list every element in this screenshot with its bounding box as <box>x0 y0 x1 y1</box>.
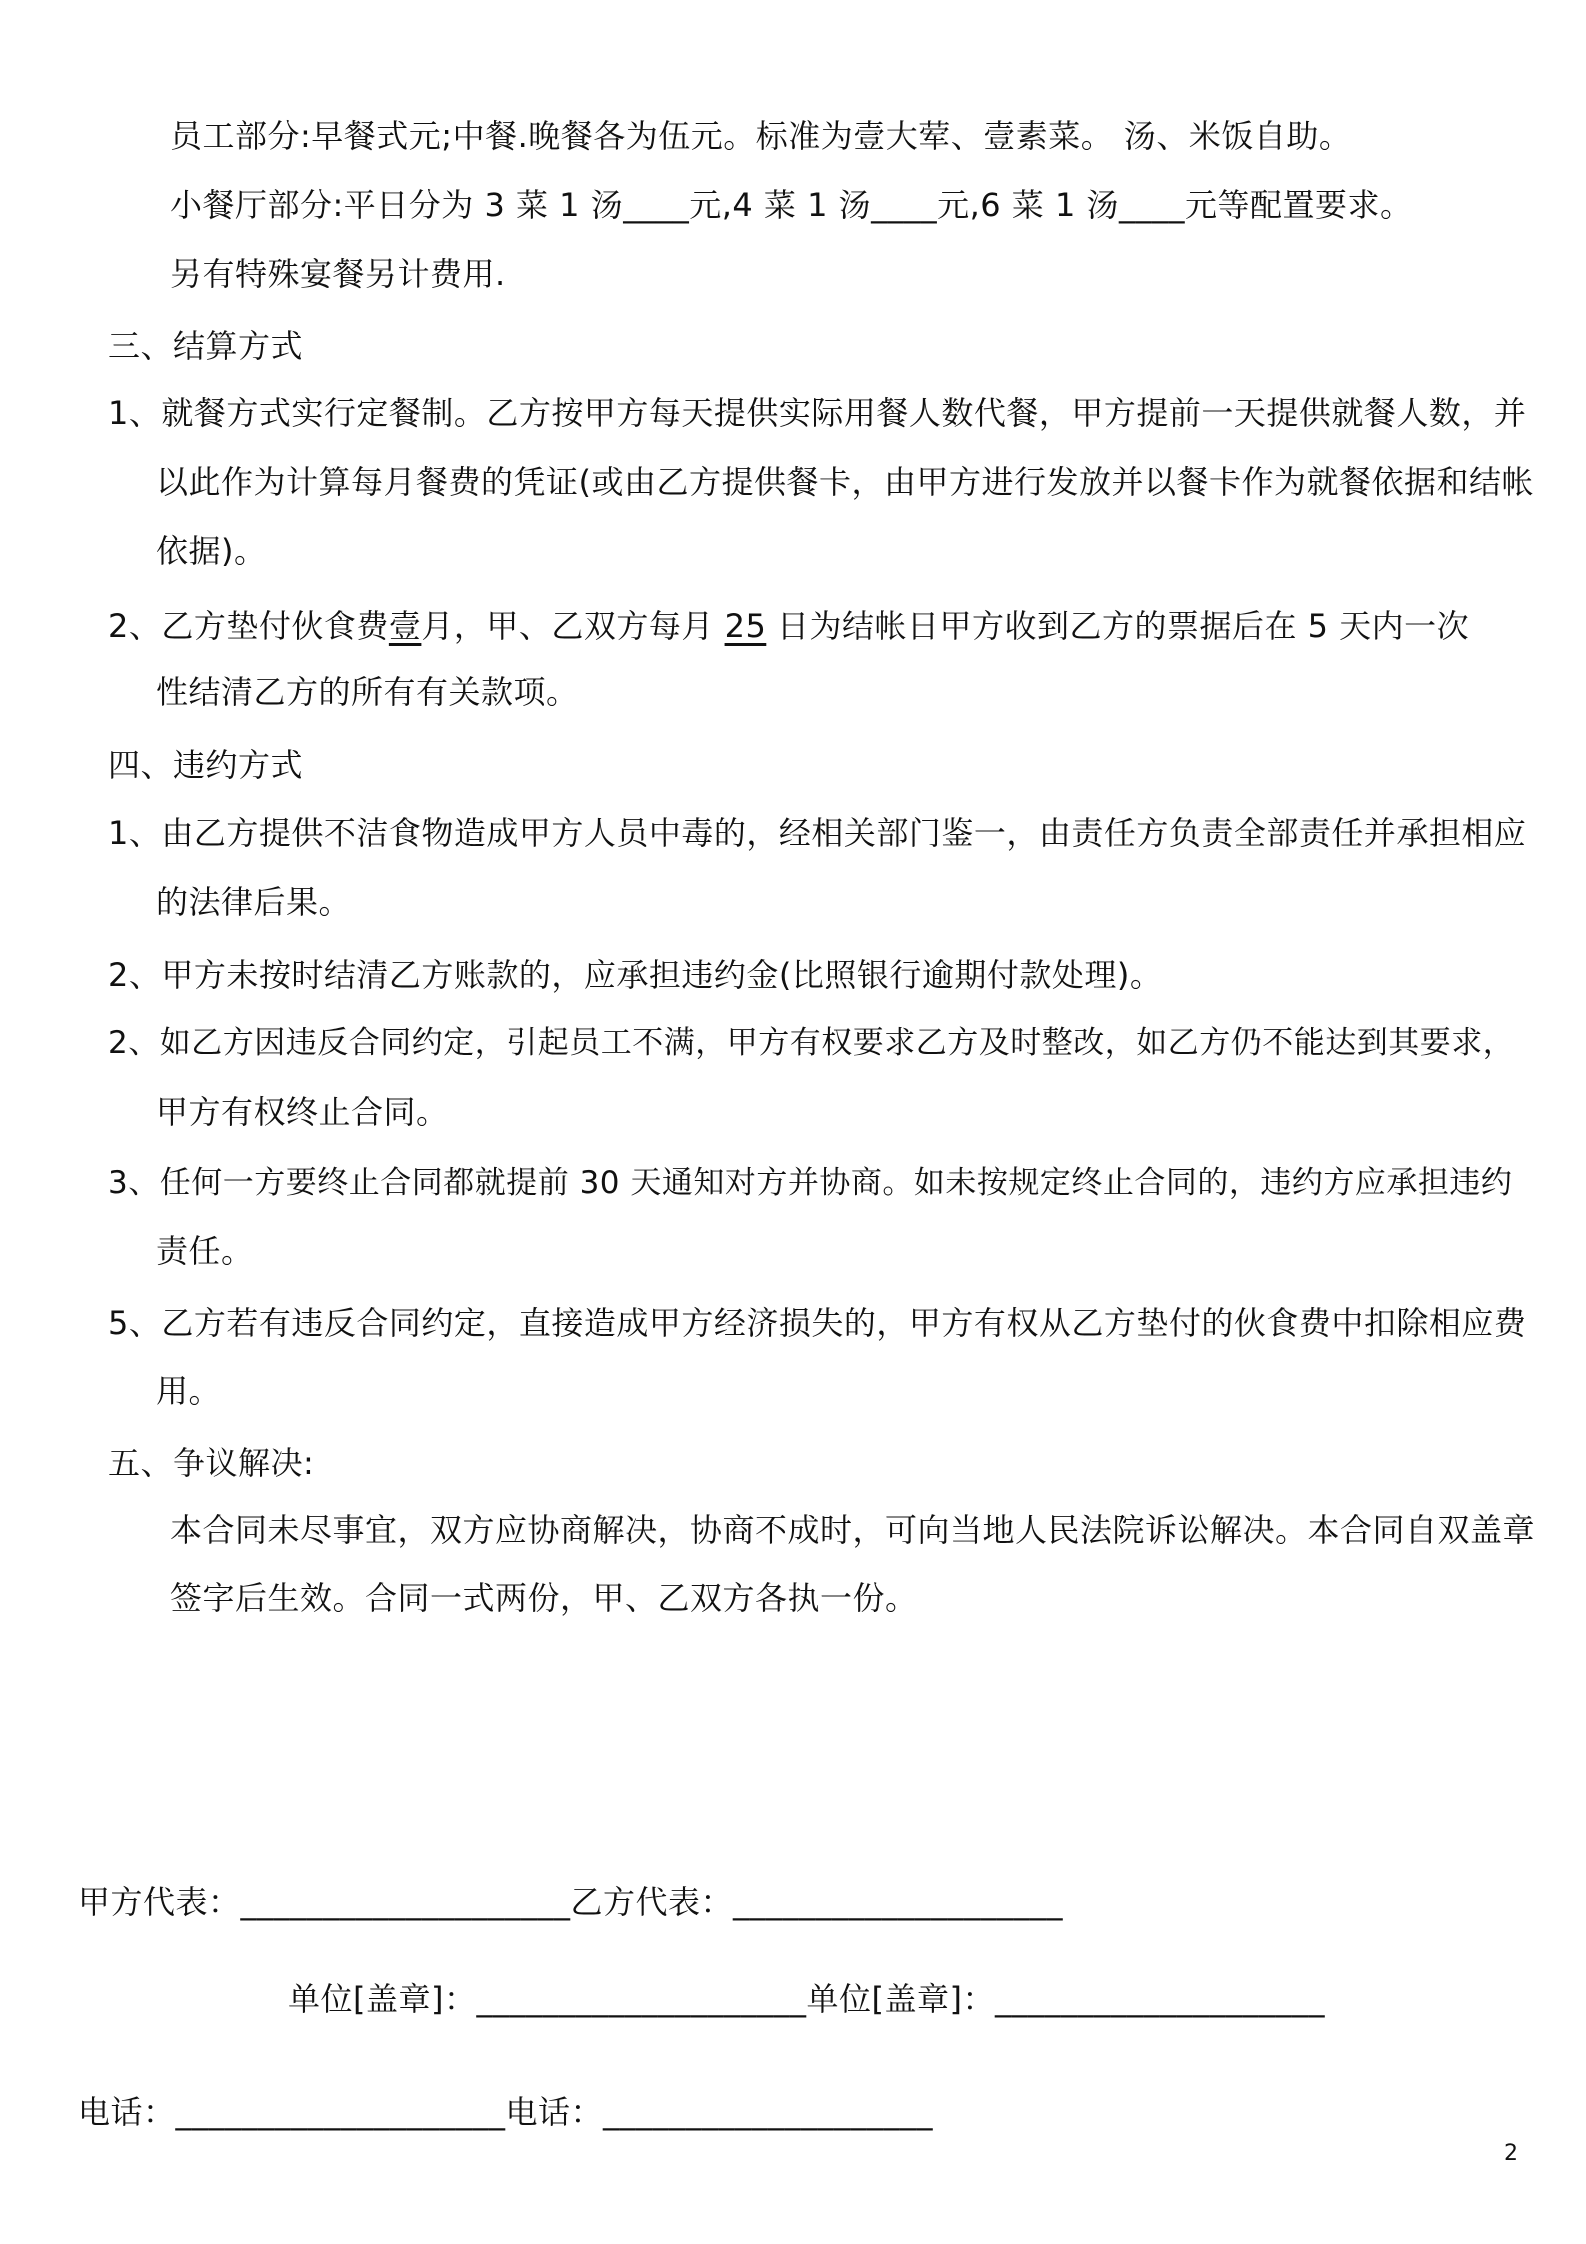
section5-line2: 签字后生效。合同一式两份，甲、乙双方各执一份。 <box>170 1579 918 1617</box>
item2-suffix: 日为结帐日甲方收到乙方的票据后在 5 天内一次 <box>766 607 1470 645</box>
representatives-line: 甲方代表：____________________乙方代表：____________________ <box>78 1883 1064 1921</box>
section4-item3-line2: 甲方有权终止合同。 <box>156 1093 449 1131</box>
item2-mid: 月，甲、乙双方每月 <box>421 607 725 645</box>
small-hall-line: 小餐厅部分:平日分为 3 菜 1 汤____元,4 菜 1 汤____元,6 菜 1 汤____元等配置要求。 <box>170 186 1413 224</box>
item2-prefix: 2、乙方垫付伙食费 <box>108 607 389 645</box>
section3-heading: 三、结算方式 <box>108 327 304 365</box>
section4-item5-line2: 用。 <box>156 1372 222 1410</box>
advance-months: 壹 <box>388 607 422 645</box>
section4-item1-line2: 的法律后果。 <box>156 883 352 921</box>
units-seal-line: 单位[盖章]：____________________单位[盖章]：____________________ <box>288 1980 1325 2018</box>
section4-item1-line1: 1、由乙方提供不洁食物造成甲方人员中毒的，经相关部门鉴一，由责任方负责全部责任并承担相应 <box>108 814 1527 852</box>
section3-item2-line1 <box>108 606 1469 646</box>
section5-line1: 本合同未尽事宜，双方应协商解决，协商不成时，可向当地人民法院诉讼解决。本合同自双盖章 <box>170 1511 1536 1549</box>
special-banquet-line: 另有特殊宴餐另计费用. <box>170 255 506 293</box>
section4-item3-line1: 2、如乙方因违反合同约定，引起员工不满，甲方有权要求乙方及时整改，如乙方仍不能达到其要求， <box>108 1025 1515 1061</box>
page-number: 2 <box>1504 2141 1518 2166</box>
section3-item1-line1: 1、就餐方式实行定餐制。乙方按甲方每天提供实际用餐人数代餐，甲方提前一天提供就餐人数，并 <box>108 394 1527 432</box>
section3-item2-line2: 性结清乙方的所有有关款项。 <box>156 673 579 711</box>
section3-item1-line2: 以此作为计算每月餐费的凭证(或由乙方提供餐卡，由甲方进行发放并以餐卡作为就餐依据和结帐 <box>156 463 1534 501</box>
section4-item4-line1: 3、任何一方要终止合同都就提前 30 天通知对方并协商。如未按规定终止合同的，违约方应承担违约 <box>108 1165 1513 1201</box>
settlement-day: 25 <box>724 607 767 645</box>
section3-item1-line3: 依据)。 <box>156 532 267 570</box>
staff-meal-line: 员工部分:早餐式元;中餐.晚餐各为伍元。标准为壹大荤、壹素菜。 汤、米饭自助。 <box>170 117 1352 155</box>
phones-line: 电话：____________________电话：____________________ <box>78 2093 934 2131</box>
section5-heading: 五、争议解决: <box>108 1444 315 1482</box>
section4-item4-line2: 责任。 <box>156 1232 254 1270</box>
section4-item5-line1: 5、乙方若有违反合同约定，直接造成甲方经济损失的，甲方有权从乙方垫付的伙食费中扣除相应费 <box>108 1304 1527 1342</box>
section4-item2-line1: 2、甲方未按时结清乙方账款的，应承担违约金(比照银行逾期付款处理)。 <box>108 956 1163 994</box>
section4-heading: 四、违约方式 <box>108 746 304 784</box>
